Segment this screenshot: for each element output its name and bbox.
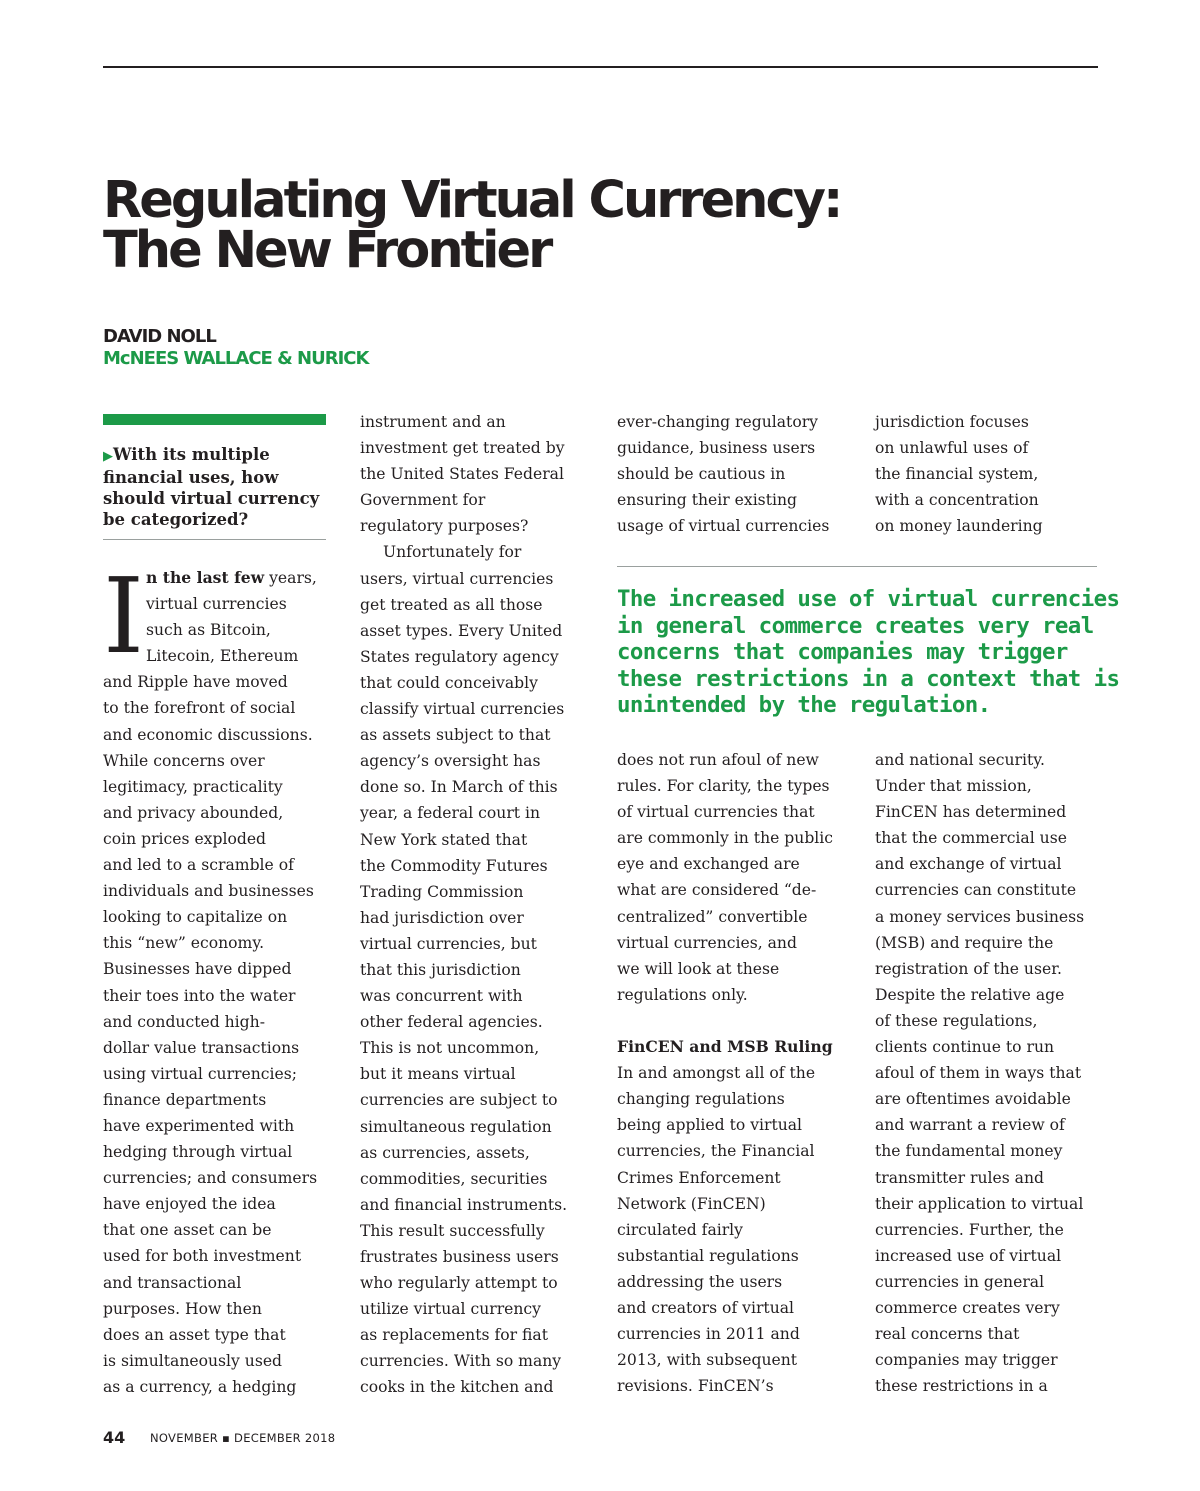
lead-in: n the last few <box>146 568 265 587</box>
text-line: asset types. Every United <box>360 621 563 640</box>
article-title <box>103 171 1003 280</box>
text-line: we will look at these <box>617 959 780 978</box>
text-line: currencies in 2011 and <box>617 1325 800 1344</box>
text-line: as a currency, a hedging <box>103 1377 297 1396</box>
text-line: dollar value transactions <box>103 1038 300 1057</box>
column-2 <box>360 409 592 1401</box>
text-line: eye and exchanged are <box>617 855 800 874</box>
text-line: virtual currencies <box>146 595 287 614</box>
author-firm: McNEES WALLACE & NURICK <box>103 348 369 369</box>
text-line: Under that mission, <box>875 777 1032 796</box>
text-line: and exchange of virtual <box>875 855 1062 874</box>
triangle-arrow-icon: ▶ <box>103 449 113 464</box>
text-line: their toes into the water <box>103 986 296 1005</box>
text-line: on unlawful uses of <box>875 439 1029 458</box>
text-line: currencies; and consumers <box>103 1169 318 1188</box>
text-line: In and amongst all of the <box>617 1064 816 1083</box>
text-line: are oftentimes avoidable <box>875 1090 1071 1109</box>
text-line: FinCEN has determined <box>875 803 1067 822</box>
text-line: substantial regulations <box>617 1246 799 1265</box>
page-footer <box>103 1428 336 1447</box>
text-line: and Ripple have moved <box>103 673 288 692</box>
text-line: real concerns that <box>875 1325 1020 1344</box>
text-line: afoul of them in ways that <box>875 1064 1082 1083</box>
text-line: year, a federal court in <box>360 804 541 823</box>
issue-date: NOVEMBER ▪ DECEMBER 2018 <box>150 1431 336 1445</box>
text-line: commodities, securities <box>360 1169 548 1188</box>
text-line: This result successfully <box>360 1221 545 1240</box>
text-line: that one asset can be <box>103 1221 272 1240</box>
text-line: New York stated that <box>360 830 528 849</box>
text-line: 2013, with subsequent <box>617 1351 798 1370</box>
pullquote-line: in general commerce creates very real <box>617 612 1094 639</box>
column-4-bottom <box>875 747 1107 1399</box>
column-3-top <box>617 409 849 539</box>
text-line: is simultaneously used <box>103 1351 283 1370</box>
text-line: States regulatory agency <box>360 647 559 666</box>
text-line: a money services business <box>875 907 1085 926</box>
text-line: centralized” convertible <box>617 907 808 926</box>
text-line: and transactional <box>103 1273 242 1292</box>
text-line: investment get treated by <box>360 439 565 458</box>
text-line: these restrictions in a <box>875 1377 1048 1396</box>
text-line: what are considered “de- <box>617 881 817 900</box>
column-4-top <box>875 409 1107 539</box>
text-line: finance departments <box>103 1090 267 1109</box>
text-line: as currencies, assets, <box>360 1143 530 1162</box>
text-line: have enjoyed the idea <box>103 1195 276 1214</box>
text-line: users, virtual currencies <box>360 569 554 588</box>
text-line: the Commodity Futures <box>360 856 548 875</box>
pullquote-line: these restrictions in a context that is <box>617 665 1120 692</box>
text-line: that the commercial use <box>875 829 1067 848</box>
text-line: Despite the relative age <box>875 985 1065 1004</box>
text-line: ever-changing regulatory <box>617 413 818 431</box>
text-line: as assets subject to that <box>360 726 551 745</box>
text-line: does not run afoul of new <box>617 751 819 769</box>
text-line: with a concentration <box>875 491 1039 510</box>
drop-cap: I <box>103 555 145 677</box>
text-line: and led to a scramble of <box>103 856 294 875</box>
text-line: simultaneous regulation <box>360 1117 552 1136</box>
column-1 <box>103 555 335 1400</box>
text-line: does an asset type that <box>103 1325 286 1344</box>
text-line: done so. In March of this <box>360 778 558 797</box>
text-line: This is not uncommon, <box>360 1039 540 1058</box>
text-line: agency’s oversight has <box>360 752 541 771</box>
text-line: and economic discussions. <box>103 725 313 744</box>
text-line: clients continue to run <box>875 1038 1055 1057</box>
text-line: and conducted high- <box>103 1012 265 1031</box>
text-line: frustrates business users <box>360 1248 559 1266</box>
callout-bar <box>103 414 326 425</box>
column-3-bottom <box>617 747 849 1399</box>
text-line: being applied to virtual <box>617 1116 803 1135</box>
text-line: looking to capitalize on <box>103 908 288 927</box>
text-line: but it means virtual <box>360 1065 516 1084</box>
pullquote-line: The increased use of virtual currencies <box>617 586 1120 612</box>
text-line: had jurisdiction over <box>360 908 524 927</box>
text-line: rules. For clarity, the types <box>617 777 830 796</box>
top-rule <box>103 66 1098 68</box>
author-name: DAVID NOLL <box>103 326 216 347</box>
section-subhead: FinCEN and MSB Ruling <box>617 1037 833 1057</box>
text-line: individuals and businesses <box>103 882 314 901</box>
title-line: Regulating Virtual Currency: <box>103 171 841 230</box>
title-line: The New Frontier <box>103 221 551 280</box>
text-line: Litecoin, Ethereum <box>146 647 299 666</box>
text-line: currencies. Further, the <box>875 1220 1064 1239</box>
text-line: and financial instruments. <box>360 1195 568 1214</box>
text-line: as replacements for fiat <box>360 1326 548 1345</box>
text-line: legitimacy, practicality <box>103 777 283 796</box>
text-line: Trading Commission <box>360 882 524 901</box>
text-line: get treated as all those <box>360 595 543 614</box>
callout-line: be categorized? <box>103 510 249 529</box>
text-line: currencies, the Financial <box>617 1142 815 1161</box>
pull-quote <box>617 586 1120 719</box>
text-line: the fundamental money <box>875 1142 1063 1161</box>
callout-rule <box>103 539 326 540</box>
text-line: transmitter rules and <box>875 1168 1045 1187</box>
text-line: jurisdiction focuses <box>875 413 1029 431</box>
text-line: utilize virtual currency <box>360 1300 541 1319</box>
text-line: of virtual currencies that <box>617 803 815 822</box>
callout-line: With its multiple <box>113 445 270 464</box>
text-line: their application to virtual <box>875 1194 1084 1213</box>
text-line: Network (FinCEN) <box>617 1194 766 1213</box>
text-line: usage of virtual currencies <box>617 517 830 536</box>
byline <box>103 326 368 370</box>
text-line: and national security. <box>875 751 1045 769</box>
text-line: purposes. How then <box>103 1299 262 1318</box>
text-line: of these regulations, <box>875 1011 1038 1030</box>
text-line: increased use of virtual <box>875 1246 1062 1265</box>
callout-question <box>103 444 326 530</box>
text-line: other federal agencies. <box>360 1013 543 1032</box>
text-line: regulatory purposes? <box>360 517 529 536</box>
pullquote-rule <box>617 566 1097 567</box>
text-line: are commonly in the public <box>617 829 834 848</box>
text-line: currencies can constitute <box>875 881 1077 900</box>
text-line: While concerns over <box>103 751 265 770</box>
text-line: who regularly attempt to <box>360 1274 558 1293</box>
text-line: currencies are subject to <box>360 1091 558 1110</box>
text-line: instrument and an <box>360 413 506 431</box>
text-line: should be cautious in <box>617 465 786 484</box>
text-line: Crimes Enforcement <box>617 1168 781 1187</box>
text-line: and privacy abounded, <box>103 803 284 822</box>
text-line: and creators of virtual <box>617 1298 795 1317</box>
callout-line: financial uses, how <box>103 468 279 487</box>
callout-line: should virtual currency <box>103 489 320 508</box>
text-line: to the forefront of social <box>103 699 296 718</box>
text-line: and warrant a review of <box>875 1116 1065 1135</box>
text-line: was concurrent with <box>360 987 523 1006</box>
text-line: hedging through virtual <box>103 1143 293 1162</box>
text-line: circulated fairly <box>617 1220 743 1239</box>
text-line: (MSB) and require the <box>875 933 1054 952</box>
text-line: Unfortunately for <box>383 543 522 562</box>
text-line: virtual currencies, but <box>360 934 537 953</box>
text-line: on money laundering <box>875 517 1043 536</box>
text-line: currencies in general <box>875 1272 1045 1291</box>
text-line: that could conceivably <box>360 673 538 692</box>
text-line: changing regulations <box>617 1090 785 1109</box>
text-line: n the last few years, <box>146 568 317 587</box>
pullquote-line: unintended by the regulation. <box>617 692 991 718</box>
pullquote-line: concerns that companies may trigger <box>617 639 1068 665</box>
text-line: that this jurisdiction <box>360 960 521 979</box>
text-line: the United States Federal <box>360 465 564 484</box>
text-line: Businesses have dipped <box>103 960 292 979</box>
text-line: this “new” economy. <box>103 934 265 953</box>
text-line: currencies. With so many <box>360 1352 562 1371</box>
text-line: coin prices exploded <box>103 829 267 848</box>
text-line: registration of the user. <box>875 959 1062 978</box>
text-line: addressing the users <box>617 1272 783 1291</box>
text-line: using virtual currencies; <box>103 1064 297 1083</box>
text-line: Government for <box>360 491 486 510</box>
text-line: regulations only. <box>617 985 748 1004</box>
text-line: such as Bitcoin, <box>146 621 271 640</box>
text-line: the financial system, <box>875 465 1039 484</box>
text-line: guidance, business users <box>617 439 816 458</box>
text-line: revisions. FinCEN’s <box>617 1377 774 1396</box>
text-line: have experimented with <box>103 1116 295 1135</box>
text-line: used for both investment <box>103 1247 302 1266</box>
page-number: 44 <box>103 1428 126 1447</box>
text-line: classify virtual currencies <box>360 700 565 719</box>
text-line: virtual currencies, and <box>617 933 797 952</box>
text-line: cooks in the kitchen and <box>360 1378 554 1397</box>
text-line: companies may trigger <box>875 1351 1058 1370</box>
text-line: ensuring their existing <box>617 491 797 510</box>
text-line: commerce creates very <box>875 1298 1060 1317</box>
